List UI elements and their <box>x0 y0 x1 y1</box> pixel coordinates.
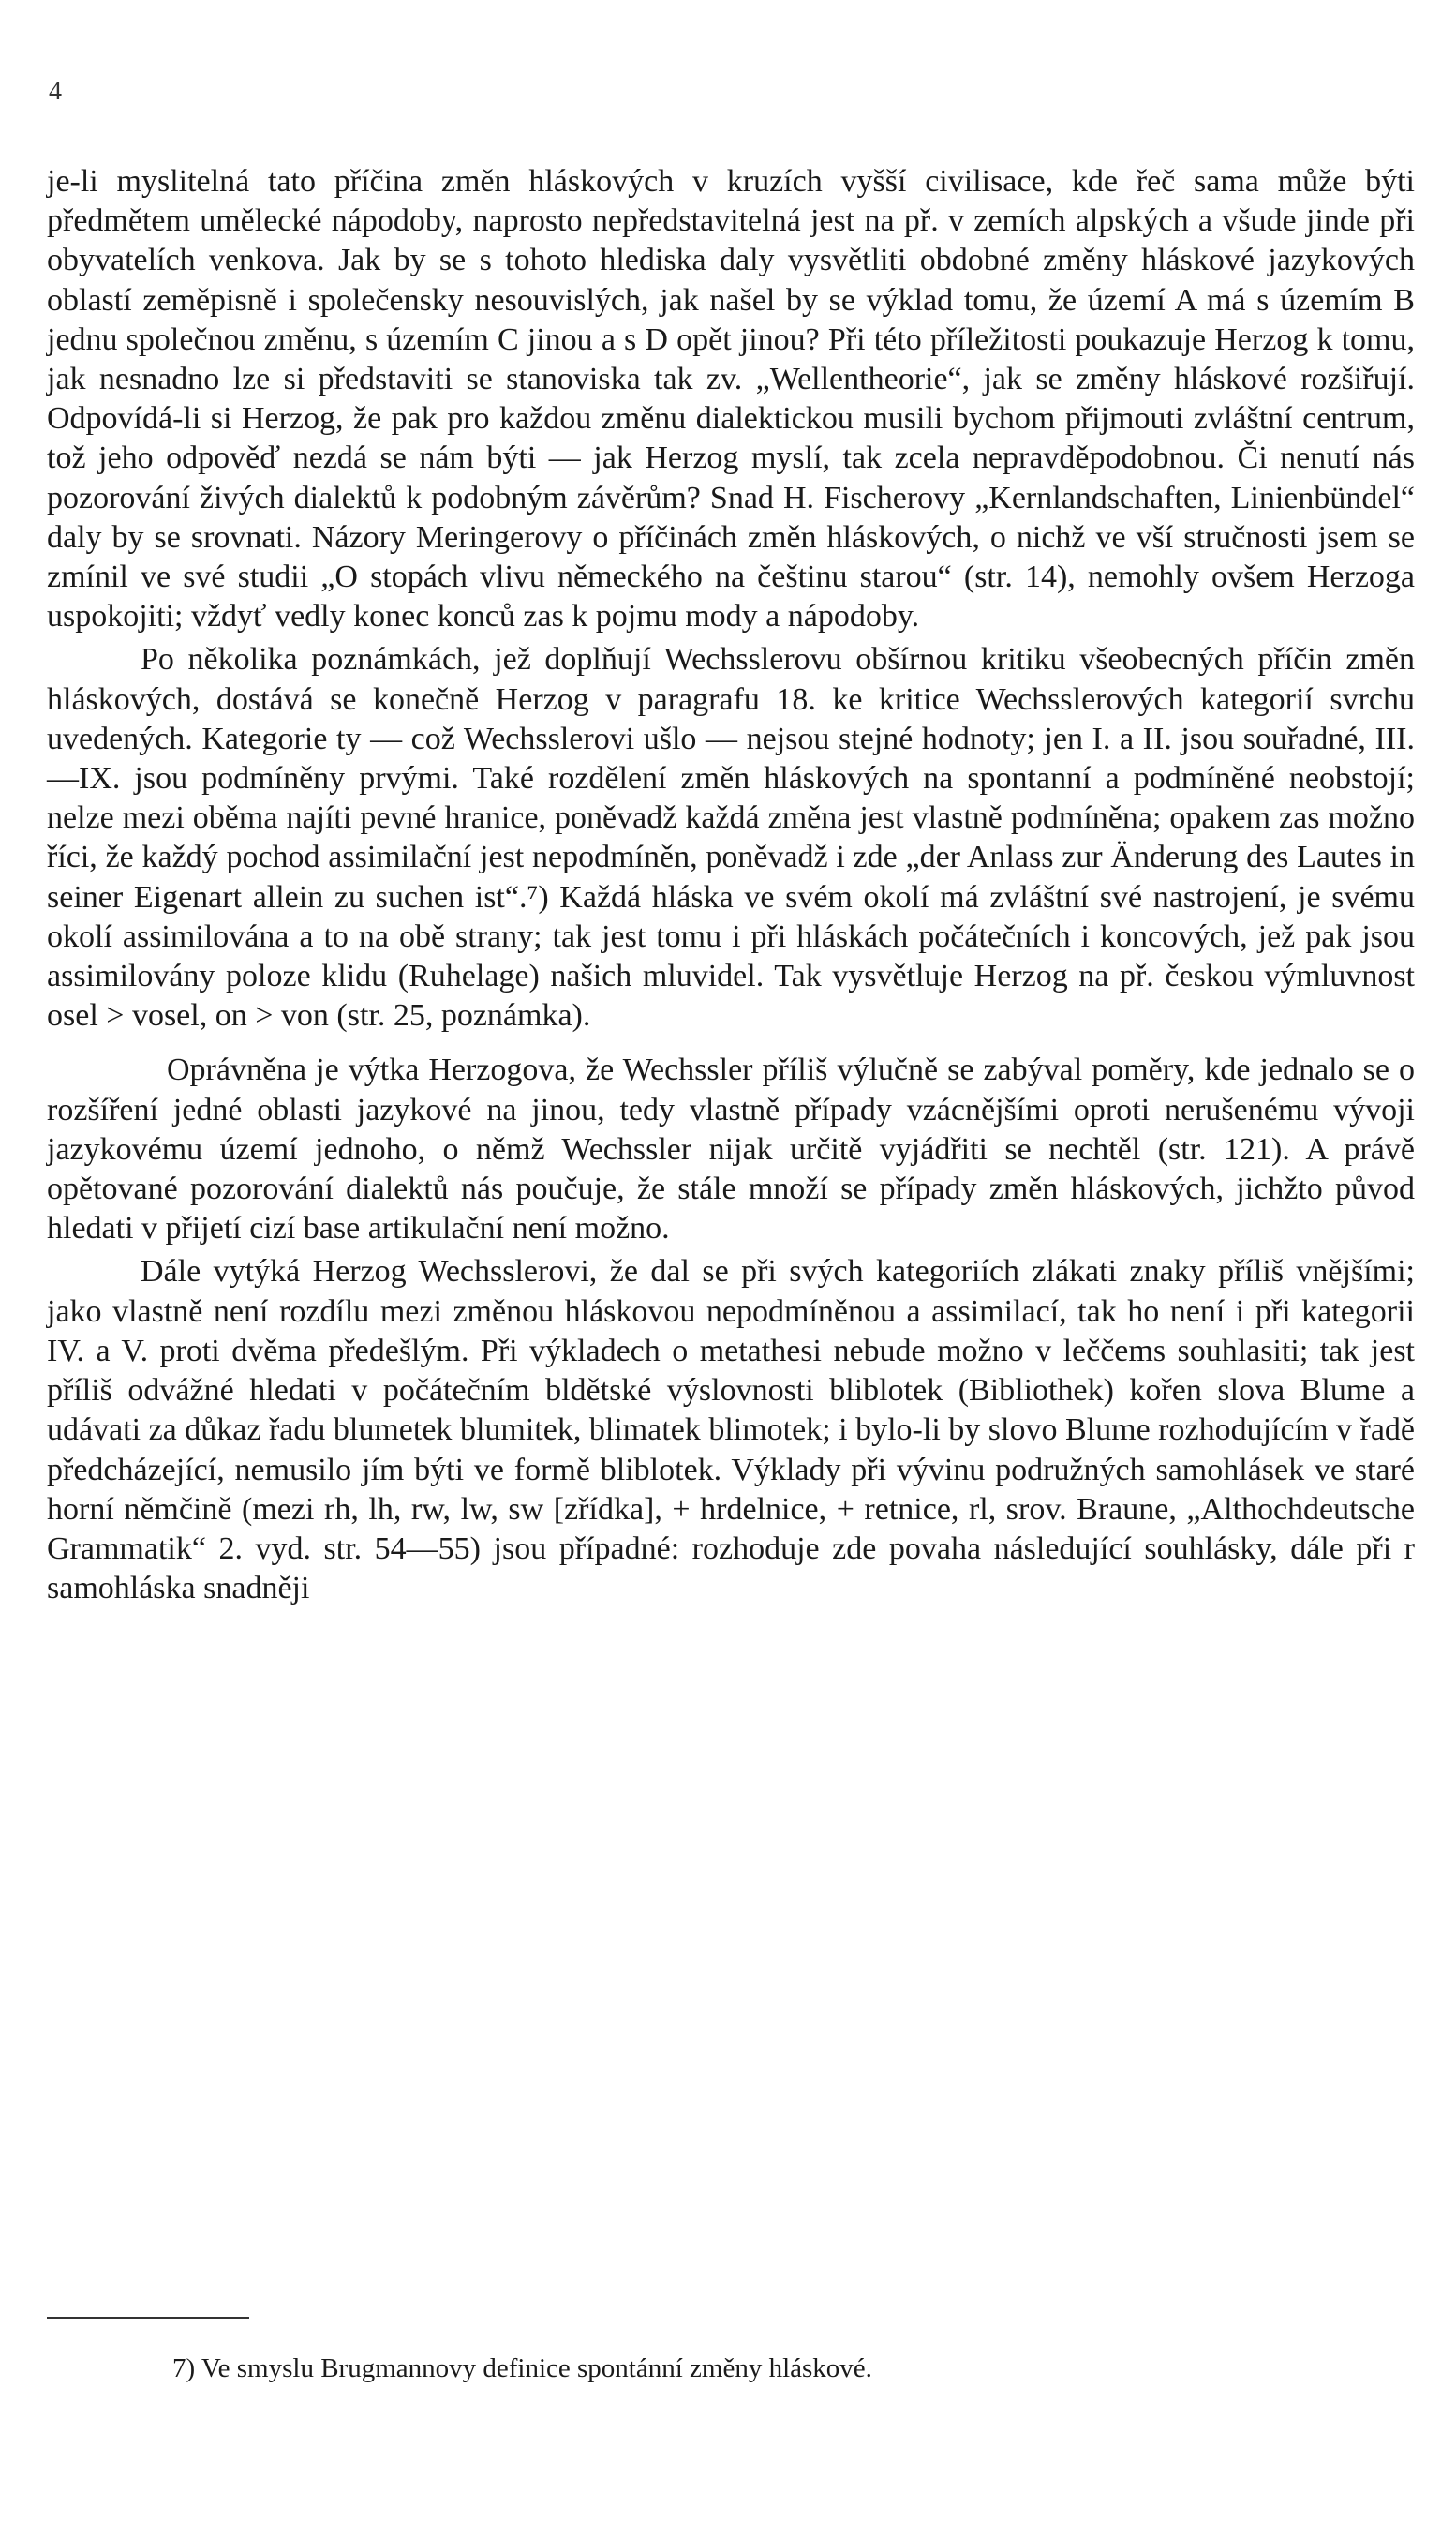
body-text <box>47 162 1415 1608</box>
paragraph-4: Dále vytýká Herzog Wechsslerovi, že dal se při svých kategoriích zlákati znaky příliš vnějšími; jako vlastně není rozdílu mezi změnou hláskovou nepodmíněnou a assimilací, tak ho není i při kategorii IV. a V. proti dvěma předešlým. Při výkladech o metathesi nebude možno v leččems souhlasiti; tak jest příliš odvážné hledati v počátečním bldětské výslovnosti bliblotek (Bibliothek) kořen slova Blume a udávati za důkaz řadu blumetek blumitek, blimatek blimotek; i bylo-li by slovo Blume rozhodujícím v řadě předcházející, nemusilo jím býti ve formě bliblotek. Výklady při vývinu podružných samohlásek ve staré horní němčině (mezi rh, lh, rw, lw, sw [zřídka], + hrdelnice, + retnice, rl, srov. Braune, „Althochdeutsche Grammatik“ 2. vyd. str. 54—55) jsou případné: rozhoduje zde povaha následující souhlásky, dále při r samohláska snadněji <box>47 1254 1415 1606</box>
paragraph-1: je-li myslitelná tato příčina změn hláskových v kruzích vyšší civilisace, kde řeč sama může býti předmětem umělecké nápodoby, naprosto nepředstavitelná jest na př. v zemích alpských a všude jinde při obyvatelích venkova. Jak by se s tohoto hlediska daly vysvětliti obdobné změny hláskové jazykových oblastí zeměpisně i společensky nesouvislých, jak našel by se výklad tomu, že území A má s územím B jednu společnou změnu, s územím C jinou a s D opět jinou? Při této příležitosti poukazuje Herzog k tomu, jak nesnadno lze si představiti se stanoviska tak zv. „Wellentheorie“, jak se změny hláskové rozšiřují. Odpovídá-li si Herzog, že pak pro každou změnu dialektickou musili bychom přijmouti zvláštní centrum, tož jeho odpověď nezdá se nám býti — jak Herzog myslí, tak zcela nepravděpodobnou. Či nenutí nás pozorování živých dialektů k podobným závěrům? Snad H. Fischerovy „Kernlandschaften, Linienbündel“ daly by se srovnati. Názory Meringerovy o příčinách změn hláskových, o nichž ve vší stručnosti jsem se zmínil ve své studii „O stopách vlivu německého na češtinu starou“ (str. 14), nemohly ovšem Herzoga uspokojiti; vždyť vedly konec konců zas k pojmu mody a nápodoby. <box>47 164 1415 634</box>
footnote-marker: 7) <box>172 2353 196 2383</box>
footnote <box>172 2351 872 2386</box>
footnote-divider <box>47 2317 249 2319</box>
paragraph-3: Oprávněna je výtka Herzogova, že Wechssler příliš výlučně se zabýval poměry, kde jednalo se o rozšíření jedné oblasti jazykové na jinou, tedy vlastně případy vzácnějšími oproti nerušenému vývoji jazykovému území jednoho, o němž Wechssler nijak určitě vyjádřiti se nechtěl (str. 121). A právě opětované pozorování dialektů nás poučuje, že stále množí se případy změn hláskových, jichžto původ hledati v přijetí cizí base artikulační není možno. <box>47 1052 1415 1247</box>
paragraph-2: Po několika poznámkách, jež doplňují Wechsslerovu obšírnou kritiku všeobecných příčin změn hláskových, dostává se konečně Herzog v paragrafu 18. ke kritice Wechsslerových kategorií svrchu uvedených. Kategorie ty — což Wechsslerovi ušlo — nejsou stejné hodnoty; jen I. a II. jsou souřadné, III.—IX. jsou podmíněny prvými. Také rozdělení změn hláskových na spontanní a podmíněné neobstojí; nelze mezi oběma najíti pevné hranice, poněvadž každá změna jest vlastně podmíněna; opakem zas možno říci, že každý pochod assimilační jest nepodmíněn, poněvadž i zde „der Anlass zur Änderung des Lautes in seiner Eigenart allein zu suchen ist“.⁷) Každá hláska ve svém okolí má zvláštní své nastrojení, je svému okolí assimilována a to na obě strany; tak jest tomu i při hláskách počátečních i koncových, jež pak jsou assimilovány poloze klidu (Ruhelage) našich mluvidel. Tak vysvětluje Herzog na př. českou výmluvnost osel > vosel, on > von (str. 25, poznámka). <box>47 642 1415 1034</box>
footnote-text: Ve smyslu Brugmannovy definice spontánní změny hláskové. <box>201 2353 872 2383</box>
page-number: 4 <box>49 77 62 106</box>
